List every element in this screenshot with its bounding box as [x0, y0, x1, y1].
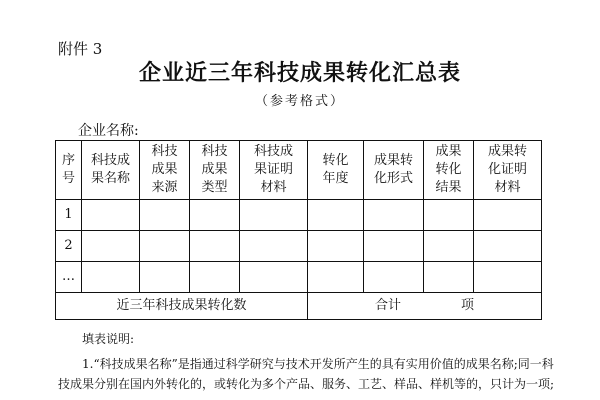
document-title: 企业近三年科技成果转化汇总表 — [138, 60, 461, 86]
header-cell-proof: 科技成 果证明 材料 — [240, 141, 308, 200]
table-row — [56, 262, 542, 293]
header-cell-type: 科技 成果 类型 — [190, 141, 240, 200]
annex-label: 附件 3 — [58, 40, 103, 58]
row-number: 2 — [56, 231, 82, 262]
summary-table — [55, 140, 542, 320]
header-cell-year: 转化 年度 — [308, 141, 364, 200]
header-cell-name: 科技成 果名称 — [82, 141, 140, 200]
row-number: 1 — [56, 200, 82, 231]
company-name-label: 企业名称: — [78, 123, 139, 139]
row-number: … — [56, 262, 82, 293]
note-line-1: 1.“科技成果名称”是指通过科学研究与技术开发所产生的具有实用价值的成果名称;同一科 — [82, 357, 554, 371]
sum-label: 合计 — [374, 298, 401, 313]
note-line-2: 技成果分别在国内外转化的，或转化为多个产品、服务、工艺、样品、样机等的，只计为一项; — [58, 377, 555, 391]
total-label: 近三年科技成果转化数 — [56, 293, 308, 320]
header-cell-no: 序 号 — [56, 141, 82, 200]
header-cell-result: 成果 转化 结果 — [424, 141, 474, 200]
header-cell-source: 科技 成果 来源 — [140, 141, 190, 200]
sum-cell — [308, 293, 542, 320]
notes-heading: 填表说明: — [82, 332, 135, 346]
header-cell-transfer-proof: 成果转 化证明 材料 — [474, 141, 542, 200]
table-total-row — [56, 293, 542, 320]
header-cell-form: 成果转 化形式 — [364, 141, 424, 200]
sum-unit: 项 — [461, 298, 475, 313]
table-row — [56, 231, 542, 262]
document-subtitle: （参考格式） — [254, 94, 345, 109]
table-row — [56, 200, 542, 231]
table-header-row — [56, 141, 542, 200]
